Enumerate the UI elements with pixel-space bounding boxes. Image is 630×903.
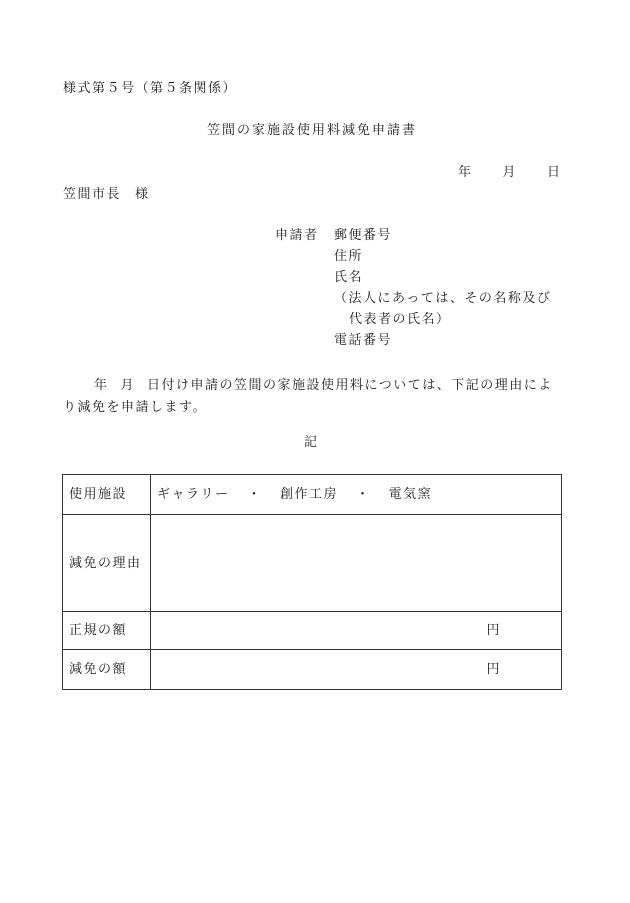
corporate-note-line1: （法人にあっては、その名称及び	[334, 291, 552, 306]
phone-label: 電話番号	[334, 333, 393, 348]
table-row-reduced-amount	[63, 650, 562, 690]
reason-label: 減免の理由	[63, 515, 151, 612]
facility-option-workshop[interactable]: 創作工房	[280, 487, 339, 502]
table-row-reason	[63, 515, 562, 612]
statement-month: 月	[120, 378, 136, 393]
facility-separator: ・	[247, 487, 263, 502]
reduced-amount-field[interactable]	[151, 650, 562, 690]
postal-code-label: 郵便番号	[334, 228, 393, 243]
table-row-facility	[63, 475, 562, 515]
date-line	[458, 166, 562, 179]
reduction-detail-table	[62, 474, 562, 690]
facility-separator: ・	[356, 487, 371, 502]
reduced-amount-label: 減免の額	[63, 650, 151, 690]
table-row-regular-amount	[63, 612, 562, 650]
name-label: 氏名	[334, 270, 364, 285]
date-year-label: 年	[458, 165, 473, 180]
facility-option-gallery[interactable]: ギャラリー	[157, 487, 230, 502]
applicant-label: 申請者	[275, 228, 319, 243]
regular-amount-label: 正規の額	[63, 612, 151, 650]
regular-amount-currency: 円	[486, 623, 501, 638]
address-label: 住所	[334, 249, 364, 264]
statement-text: 日付け申請の笠間の家施設使用料については、下記の理由により減免を申請します。	[63, 378, 553, 415]
ki-heading: 記	[304, 435, 319, 450]
date-day-label: 日	[547, 165, 562, 180]
regular-amount-field[interactable]	[151, 612, 562, 650]
addressee	[63, 188, 150, 201]
addressee-honorific: 様	[135, 187, 150, 202]
date-month-label: 月	[502, 165, 518, 180]
statement-year: 年	[94, 378, 109, 393]
request-statement	[63, 375, 563, 419]
reduced-amount-currency: 円	[486, 662, 501, 677]
facility-label: 使用施設	[63, 475, 151, 515]
reason-field[interactable]	[151, 515, 562, 612]
form-number: 様式第５号（第５条関係）	[63, 81, 238, 96]
facility-option-kiln[interactable]: 電気窯	[388, 487, 433, 502]
corporate-note-line2: 代表者の氏名）	[349, 312, 451, 327]
facility-options	[151, 475, 562, 515]
addressee-name: 笠間市長	[63, 187, 122, 202]
document-title: 笠間の家施設使用料減免申請書	[207, 123, 418, 138]
